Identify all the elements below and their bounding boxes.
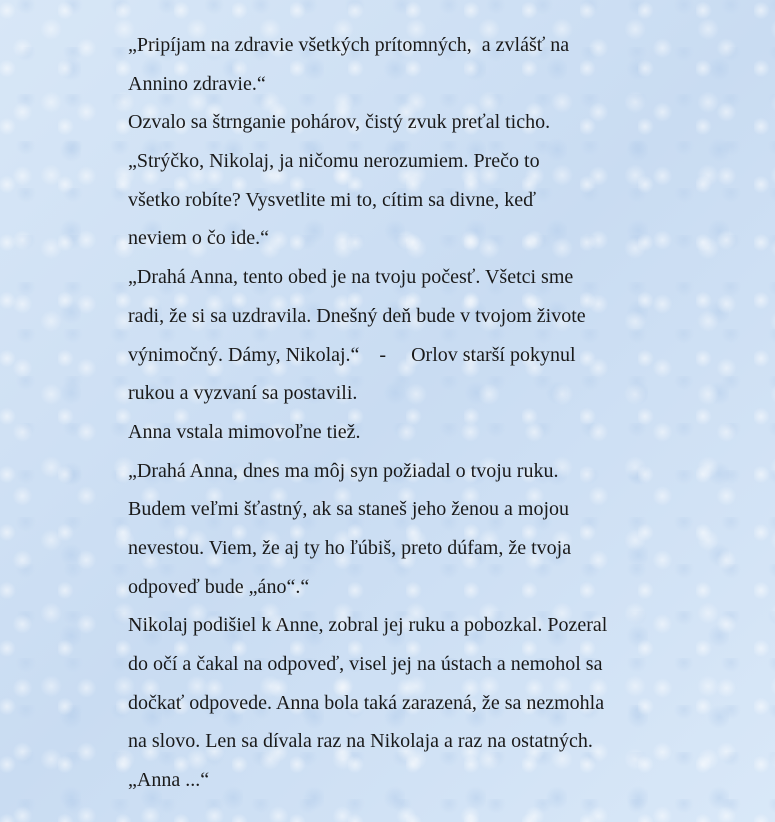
text-line: nevestou. Viem, že aj ty ho ľúbiš, preto dúfam, že tvoja xyxy=(128,536,572,559)
text-line: Ozvalo sa štrnganie pohárov, čistý zvuk preťal ticho. xyxy=(128,111,551,134)
text-line: dočkať odpovede. Anna bola taká zarazená, že sa nezmohla xyxy=(128,691,605,714)
text-line: Budem veľmi šťastný, ak sa staneš jeho ženou a mojou xyxy=(128,498,570,521)
text-line: rukou a vyzvaní sa postavili. xyxy=(128,382,358,405)
text-line: výnimočný. Dámy, Nikolaj.“ - Orlov starší pokynul xyxy=(128,343,576,366)
text-line: „Anna ...“ xyxy=(128,769,210,792)
text-line: všetko robíte? Vysvetlite mi to, cítim sa divne, keď xyxy=(128,188,537,211)
text-line: „Drahá Anna, dnes ma môj syn požiadal o tvoju ruku. xyxy=(128,459,559,482)
text-line: Anna vstala mimovoľne tiež. xyxy=(128,420,361,443)
text-line: „Drahá Anna, tento obed je na tvoju počesť. Všetci sme xyxy=(128,266,574,289)
text-line: radi, že si sa uzdravila. Dnešný deň bude v tvojom živote xyxy=(128,304,586,327)
story-text xyxy=(128,26,688,800)
text-line: Annino zdravie.“ xyxy=(128,72,266,95)
text-line: „Strýčko, Nikolaj, ja ničomu nerozumiem. Prečo to xyxy=(128,150,540,173)
text-line: odpoveď bude „áno“.“ xyxy=(128,575,310,598)
text-line: neviem o čo ide.“ xyxy=(128,227,270,250)
text-line: „Pripíjam na zdravie všetkých prítomných, a zvlášť na xyxy=(128,34,570,56)
text-line: Nikolaj podišiel k Anne, zobral jej ruku a pobozkal. Pozeral xyxy=(128,614,608,637)
text-line: na slovo. Len sa dívala raz na Nikolaja a raz na ostatných. xyxy=(128,730,593,753)
text-line: do očí a čakal na odpoveď, visel jej na ústach a nemohol sa xyxy=(128,653,603,675)
